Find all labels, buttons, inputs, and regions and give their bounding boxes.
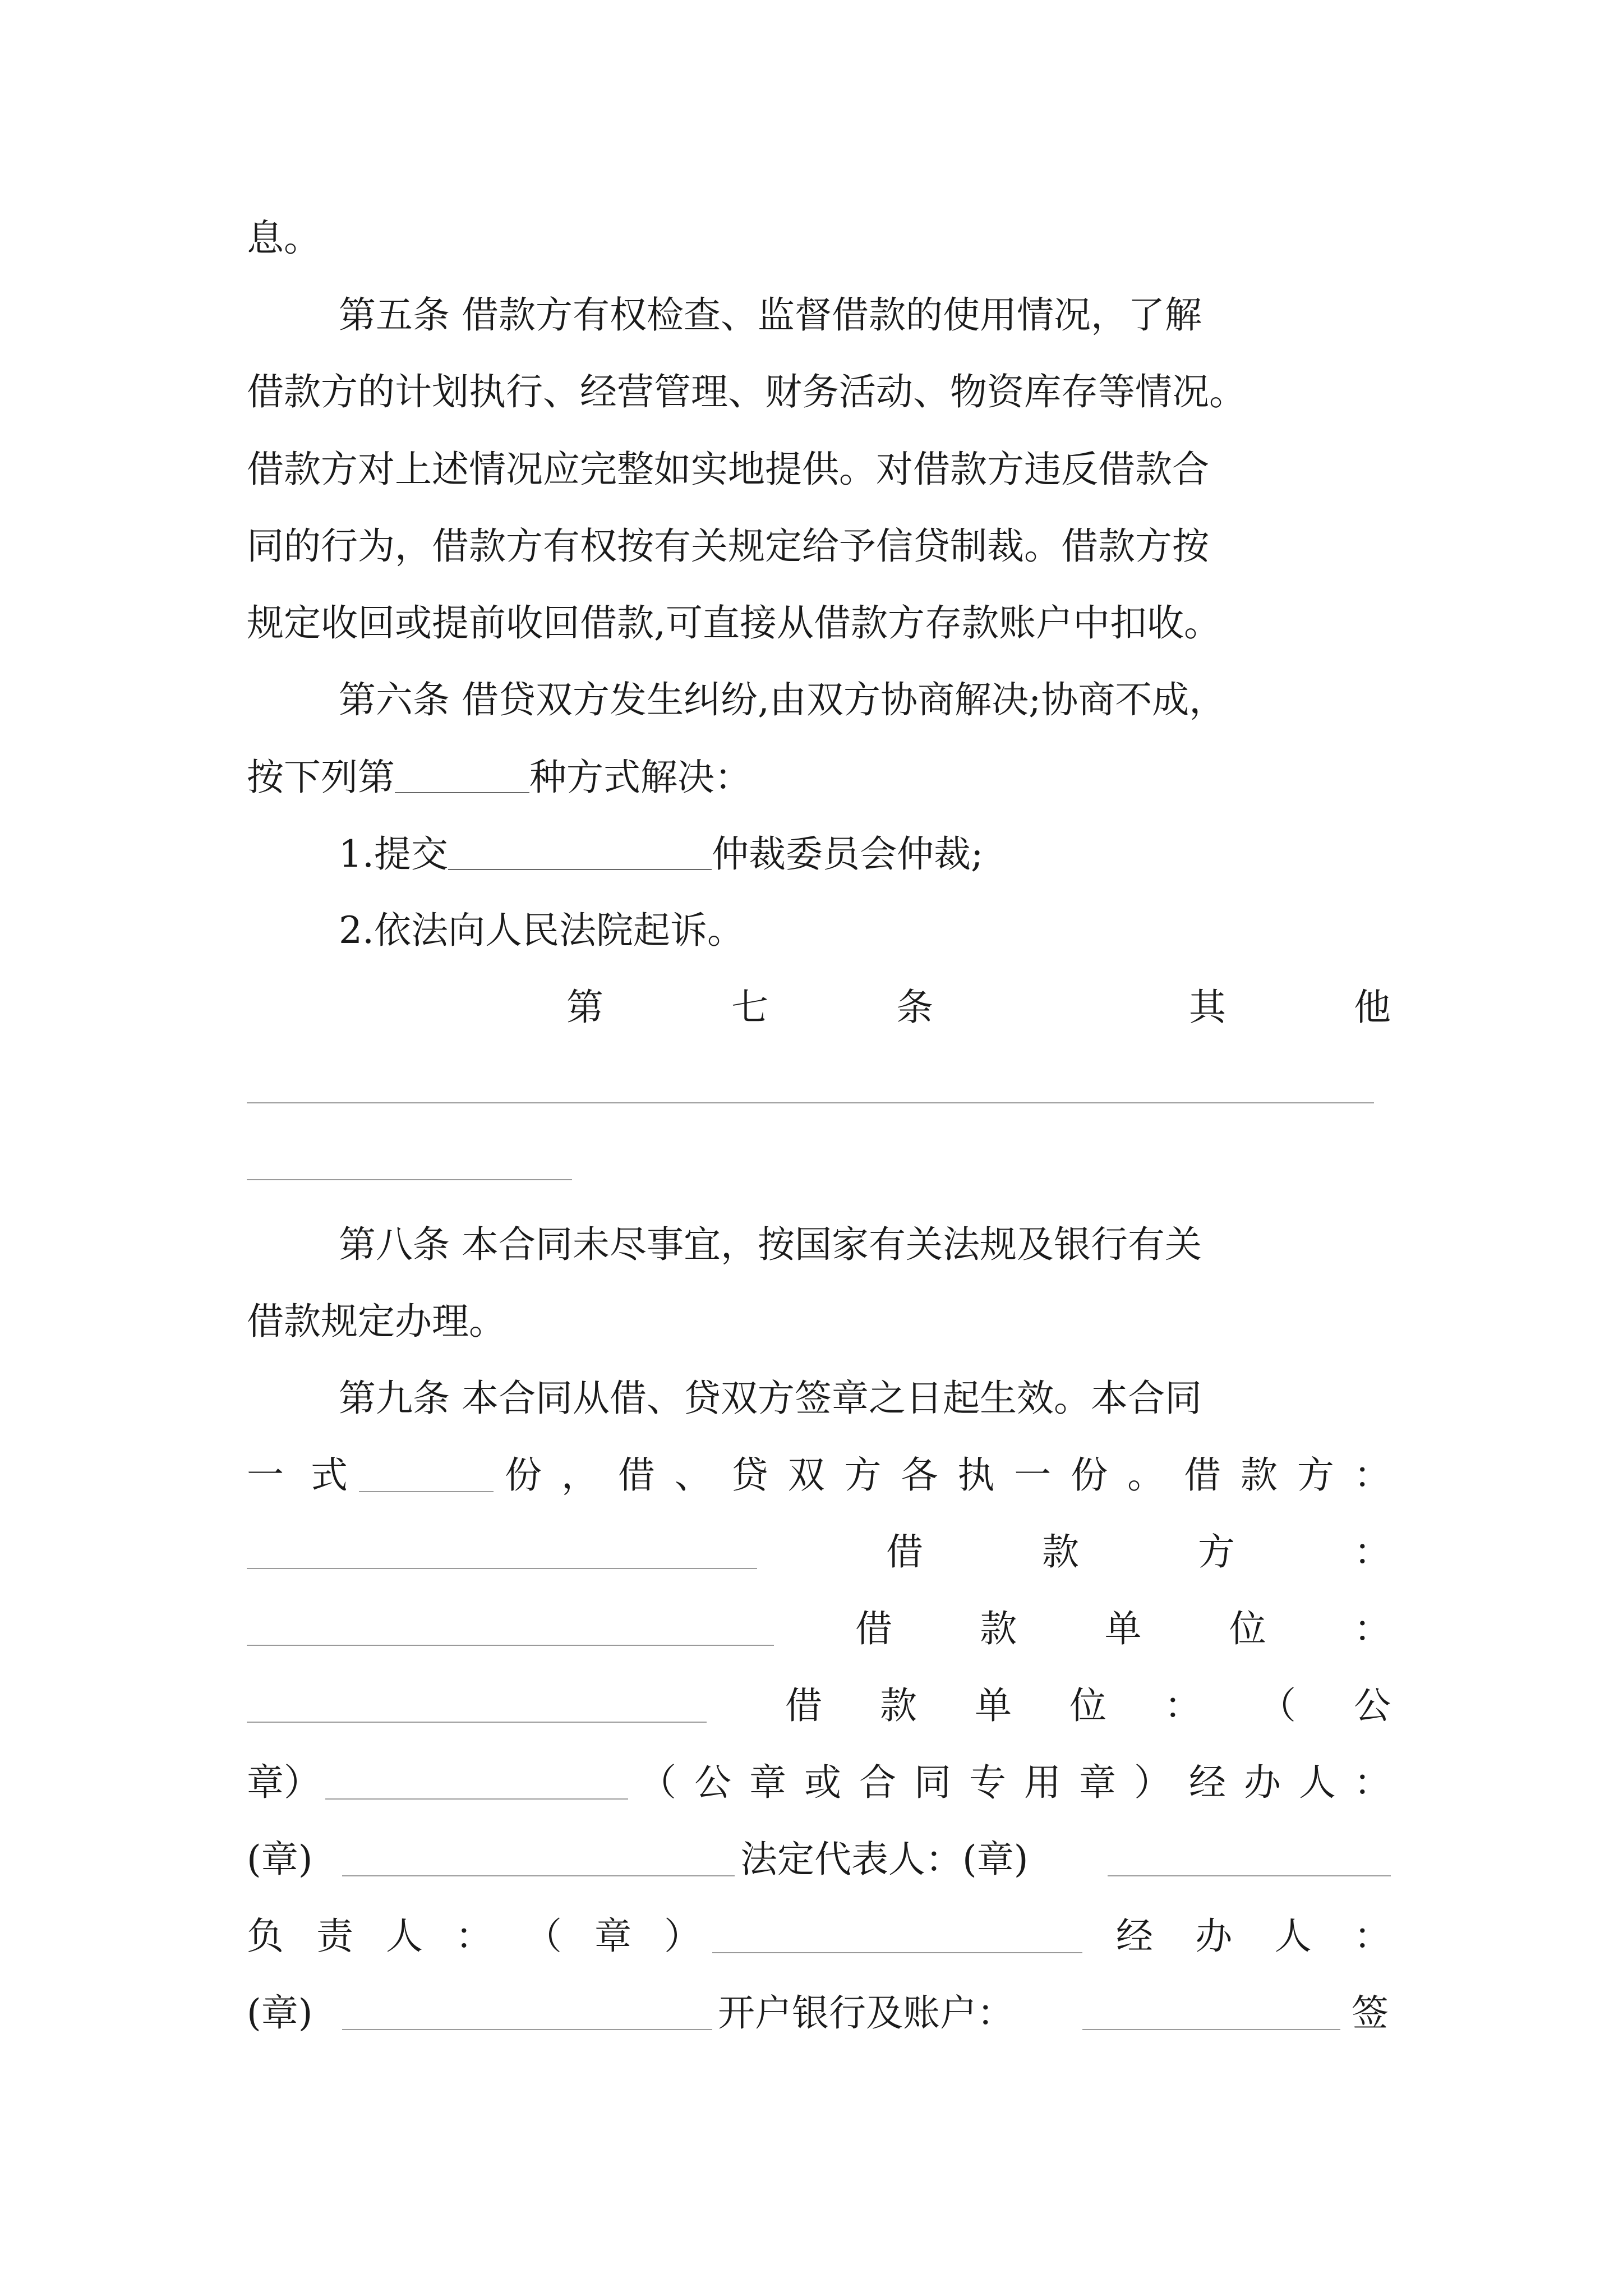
fill-in-blank-line[interactable]	[247, 1645, 774, 1646]
fill-in-blank-line[interactable]	[359, 1491, 494, 1492]
spread-char: ：	[1354, 1530, 1391, 1573]
spread-char: 贷	[731, 1453, 768, 1497]
text-fragment: 种方式解决：	[529, 756, 751, 799]
spread-char: 人	[1274, 1915, 1312, 1958]
fill-in-blank-line[interactable]	[342, 1875, 735, 1876]
spread-char: 第	[566, 986, 603, 1029]
fill-in-blank-line[interactable]	[247, 1179, 572, 1180]
text-fragment: 签	[1352, 1991, 1389, 2035]
text-line	[247, 1453, 348, 1497]
spread-char: ）	[664, 1915, 701, 1958]
spread-char: 同	[914, 1761, 951, 1804]
spread-char: 用	[1024, 1761, 1061, 1804]
spread-char: 章	[1079, 1761, 1116, 1804]
spread-char: 款	[1240, 1453, 1278, 1497]
fill-in-blank[interactable]	[395, 758, 529, 793]
spread-char: 借	[1184, 1453, 1221, 1497]
text-line: 借款规定办理。	[247, 1300, 506, 1343]
fill-in-blank-line[interactable]	[247, 1568, 757, 1569]
list-item: 2.依法向人民法院起诉。	[339, 909, 744, 952]
fill-in-blank-line[interactable]	[247, 1722, 707, 1723]
spread-char: 办	[1244, 1761, 1281, 1804]
spread-char: 条	[896, 986, 933, 1029]
fill-in-blank[interactable]	[448, 835, 712, 870]
spread-char: 方	[844, 1453, 882, 1497]
spread-char: 式	[311, 1453, 348, 1497]
spread-char: 、	[674, 1453, 712, 1497]
spread-char: 他	[1354, 986, 1391, 1029]
signature-label-line	[785, 1684, 1391, 1727]
signature-label-line: 开户银行及账户：	[718, 1991, 1014, 2035]
spread-char: 款	[1042, 1530, 1079, 1573]
fill-in-blank-line[interactable]	[712, 1952, 1082, 1953]
spread-char: 位	[1069, 1684, 1106, 1727]
spread-char: ：	[1354, 1761, 1391, 1804]
text-line: 同的行为，借款方有权按有关规定给予信贷制裁。借款方按	[247, 524, 1209, 568]
spread-char: 份	[1071, 1453, 1108, 1497]
spread-char: 章	[749, 1761, 786, 1804]
text-line: 息。	[247, 217, 321, 260]
spread-char: ：	[1353, 1915, 1391, 1958]
spread-char: 公	[694, 1761, 731, 1804]
spread-char: 单	[1104, 1607, 1142, 1650]
text-line	[247, 756, 751, 799]
spread-char: 单	[975, 1684, 1012, 1727]
fill-in-blank-line[interactable]	[1108, 1875, 1391, 1876]
spread-char: 经	[1116, 1915, 1153, 1958]
fill-in-blank-line[interactable]	[325, 1798, 628, 1800]
spread-char: 负	[247, 1915, 284, 1958]
article-9-heading-line: 第九条 本合同从借、贷双方签章之日起生效。本合同	[339, 1377, 1202, 1420]
text-fragment: 章）	[247, 1761, 321, 1804]
signature-label-line: 法定代表人：(章)	[740, 1838, 1029, 1881]
text-fragment: (章)	[247, 1991, 313, 2035]
spread-char: 双	[787, 1453, 825, 1497]
spread-char: 其	[1189, 986, 1226, 1029]
article-5-heading-line: 第五条 借款方有权检查、监督借款的使用情况，了解	[339, 293, 1202, 337]
spread-char: 办	[1195, 1915, 1233, 1958]
spread-char: 章	[594, 1915, 631, 1958]
signature-label-line	[886, 1530, 1391, 1573]
spread-char: ：	[1354, 1607, 1391, 1650]
spread-char: 人	[386, 1915, 423, 1958]
fill-in-blank-line[interactable]	[1082, 2029, 1340, 2030]
spread-char: ，	[561, 1453, 598, 1497]
spread-char: ）	[1134, 1761, 1171, 1804]
spread-char: 公	[1354, 1684, 1391, 1727]
spread-char: 责	[316, 1915, 353, 1958]
text-line: 借款方的计划执行、经营管理、财务活动、物资库存等情况。	[247, 370, 1246, 413]
spread-char: 借	[855, 1607, 892, 1650]
signature-label-line	[247, 1915, 701, 1958]
spread-char: 位	[1229, 1607, 1266, 1650]
text-fragment: 仲裁委员会仲裁;	[711, 832, 984, 876]
signature-label-line	[855, 1607, 1391, 1650]
spread-char: 方	[1297, 1453, 1334, 1497]
spread-char: 借	[785, 1684, 822, 1727]
text-line	[505, 1453, 1391, 1497]
spread-char: ：	[455, 1915, 492, 1958]
spread-char: 方	[1198, 1530, 1235, 1573]
article-7-heading-line	[566, 986, 1391, 1029]
list-item	[339, 832, 984, 876]
signature-label-line	[1116, 1915, 1391, 1958]
spread-char: 合	[859, 1761, 896, 1804]
spread-char: 款	[880, 1684, 917, 1727]
spread-char: ：	[1353, 1453, 1391, 1497]
spread-char: 人	[1299, 1761, 1336, 1804]
spread-char: ：	[1164, 1684, 1201, 1727]
article-8-heading-line: 第八条 本合同未尽事宜，按国家有关法规及银行有关	[339, 1223, 1202, 1266]
fill-in-blank-line[interactable]	[247, 1102, 1374, 1103]
signature-label-line	[639, 1761, 1391, 1804]
spread-char: 款	[980, 1607, 1017, 1650]
spread-char: 一	[247, 1453, 284, 1497]
spread-char: 各	[901, 1453, 938, 1497]
spread-char: 经	[1189, 1761, 1226, 1804]
text-fragment: 1.提交	[339, 832, 448, 876]
spread-char: 执	[957, 1453, 995, 1497]
spread-char: 。	[1127, 1453, 1165, 1497]
spread-char: 专	[969, 1761, 1006, 1804]
text-line: 借款方对上述情况应完整如实地提供。对借款方违反借款合	[247, 448, 1209, 491]
spread-char: （	[639, 1761, 676, 1804]
spread-char: 份	[505, 1453, 542, 1497]
spread-char: 七	[731, 986, 768, 1029]
text-fragment: 按下列第	[247, 756, 395, 799]
spread-char: （	[525, 1915, 562, 1958]
spread-char: 借	[886, 1530, 923, 1573]
spread-char: 借	[617, 1453, 655, 1497]
spread-char: （	[1259, 1684, 1296, 1727]
text-line: 规定收回或提前收回借款,可直接从借款方存款账户中扣收。	[247, 601, 1221, 645]
fill-in-blank-line[interactable]	[342, 2029, 712, 2030]
spread-char: 一	[1014, 1453, 1052, 1497]
spread-char: 或	[804, 1761, 841, 1804]
article-6-heading-line: 第六条 借贷双方发生纠纷,由双方协商解决;协商不成，	[339, 678, 1227, 721]
text-fragment: (章)	[247, 1838, 313, 1881]
